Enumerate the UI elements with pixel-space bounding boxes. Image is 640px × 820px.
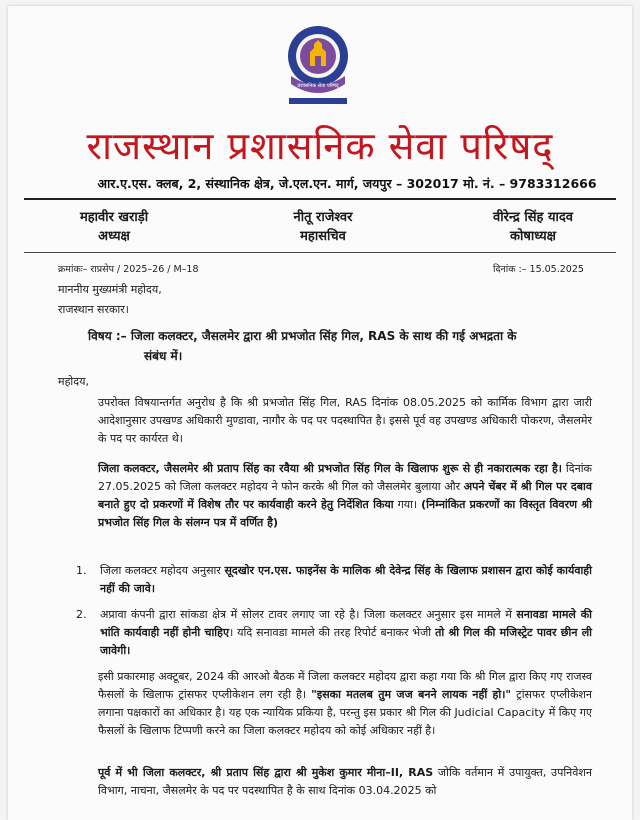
paragraph-4-text-c: जोकि वर्तमान में उपायुक्त, उपनिवेशन विभाग, नाचना, जैसलमेर के पद पर पदस्थापित है के साथ दिनांक 03.04.2025 को: [98, 766, 592, 797]
officer-name: वीरेन्द्र सिंह यादव: [493, 210, 573, 225]
paragraph-2-bold-e: (निम्नांकित प्रकरणों का विस्तृत विवरण श्री प्रभजोत सिंह गिल के संलग्न पत्र में वर्णित है): [98, 498, 592, 529]
subject-line-1: जिला कलक्टर, जैसलमेर द्वारा श्री प्रभजोत सिंह गिल, RAS के साथ की गई अभद्रता के: [130, 329, 517, 343]
list-item-1-bold: सूदखोर एन.एस. फाइनेंस के मालिक श्री देवेन्द्र सिंह के खिलाफ प्रशासन द्वारा कोई कार्यवाही नहीं की जावे।: [100, 564, 592, 595]
list-number: 1.: [76, 564, 87, 577]
organization-address: आर.ए.एस. क्लब, 2, संस्थानिक क्षेत्र, जे.एल.एन. मार्ग, जयपुर – 302017 मो. नं. – 9783312666: [97, 176, 597, 191]
officer-name: महावीर खराड़ी: [79, 210, 149, 225]
subject-line-2: संबंध में।: [144, 349, 183, 363]
officers-divider: [24, 252, 616, 253]
organization-title: राजस्थान प्रशासनिक सेवा परिषद्: [86, 124, 554, 168]
paragraph-3-text-a: इसी प्रकारमाह अक्टूबर, 2024 की आरओ बैठक में जिला कलक्टर महोदय द्वारा कहा गया कि श्री गिल द्वारा किए गए राजस्व फैसलों के खिलाफ ट्रांसफर एप्लीकेशन लग रही है।: [98, 670, 592, 701]
officer-president: [54, 208, 174, 246]
officer-designation: महासचिव: [300, 229, 346, 244]
officer-designation: कोषाध्यक्ष: [510, 229, 556, 244]
paragraph-2-bold-c: अपने चेंबर में श्री गिल पर दबाव बनाते हुए दो प्रकरणों में विशेष तौर पर कार्यवाही करने हेतु निर्देशित किया: [98, 480, 592, 511]
subject: [88, 326, 588, 366]
letter-date: दिनांक :– 15.05.2025: [493, 264, 584, 275]
paragraph-4-bold-a: पूर्व में भी जिला कलक्टर, श्री प्रताप सिंह द्वारा श्री: [98, 766, 312, 779]
paragraph-4: [58, 764, 592, 800]
letter-page: [8, 6, 632, 820]
officer-general-secretary: [253, 208, 393, 246]
list-item-2-bold-b: सनावडा मामले की भांति कार्यवाही नहीं होनी चाहिए: [100, 608, 592, 639]
subject-label: विषय :–: [88, 329, 127, 343]
paragraph-3-quote: "इसका मतलब तुम जज बनने लायक नहीं हो।": [311, 688, 512, 701]
officer-name: नीतू राजेश्वर: [293, 210, 353, 225]
list-item-2-text-a: अप्रावा कंपनी द्वारा सांकडा क्षेत्र में सोलर टावर लगाए जा रहे है। जिला कलक्टर अनुसार इस मामले में: [100, 608, 517, 621]
paragraph-3: [58, 668, 592, 740]
paragraph-1-text: उपरोक्त विषयान्तर्गत अनुरोध है कि श्री प्रभजोत सिंह गिल, RAS दिनांक 08.05.2025 को कार्मिक विभाग द्वारा जारी आदेशानुसार उपखण्ड अधिकारी मुण्डावा, नागौर के पद पर पदस्थापित है। इससे पूर्व वह उपखण्ड अधिकारी पोकरण, जैसलमेर के पद पर कार्यरत थे।: [98, 396, 592, 445]
salutation: महोदय,: [58, 375, 89, 388]
recipient-line-2: राजस्थान सरकार।: [58, 303, 129, 316]
officer-treasurer: [458, 208, 608, 246]
paragraph-2-text-d: गया।: [393, 498, 422, 511]
paragraph-2: [58, 460, 592, 532]
list-item-2-bold-d: तो श्री गिल की मजिस्ट्रेट पावर छीन ली जावेगी।: [100, 626, 593, 657]
emblem-motto: प्रशासनिक सेवा परिषद्: [297, 83, 339, 89]
emblem-logo: [285, 24, 351, 112]
reference-number: क्रमांकः– राप्रसेप / 2025–26 / M–18: [58, 264, 199, 275]
list-number: 2.: [76, 608, 87, 621]
paragraph-4-bold-b: मुकेश कुमार मीना–II, RAS: [311, 766, 434, 779]
list-item-2: [76, 606, 593, 660]
officer-designation: अध्यक्ष: [98, 229, 130, 244]
paragraph-1: [58, 394, 592, 448]
list-item-1: [76, 562, 592, 598]
recipient-line-1: माननीय मुख्यमंत्री महोदय,: [58, 283, 162, 296]
list-item-1-text: जिला कलक्टर महोदय अनुसार: [100, 564, 225, 577]
paragraph-2-text-b: दिनांक 27.05.2025 को जिला कलक्टर महोदय ने फोन करके श्री गिल को जैसलमेर बुलाया और: [98, 462, 593, 493]
paragraph-3-text-c: ट्रांसफर एप्लीकेशन लगाना पक्षकारों का अधिकार है। यह एक न्यायिक प्रकिया है, परन्तु इस प्रकार श्री गिल की Judicial Capacity में किए गए फैसलों के खिलाफ टिप्पणी करने का जिला कलक्टर महोदय को कोई अधिकार नहीं है।: [98, 688, 593, 737]
header-divider: [24, 198, 616, 200]
list-item-2-text-c: । यदि सनावडा मामले की तरह रिपोर्ट बनाकर भेजी: [229, 626, 436, 639]
paragraph-2-bold-a: जिला कलक्टर, जैसलमेर श्री प्रताप सिंह का रवैया श्री प्रभजोत सिंह गिल के खिलाफ शुरू से ही नकारात्मक रहा है।: [98, 462, 562, 475]
